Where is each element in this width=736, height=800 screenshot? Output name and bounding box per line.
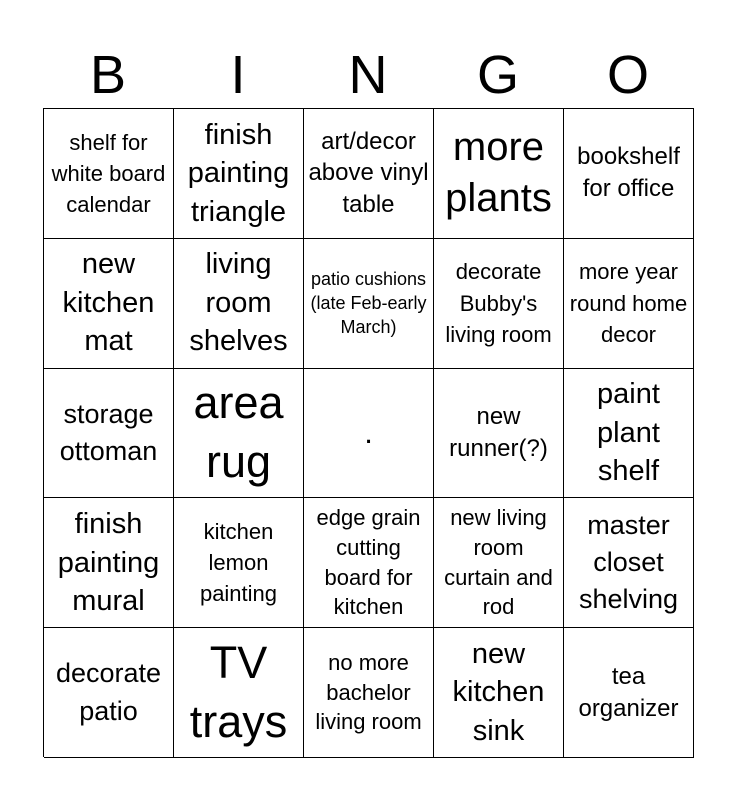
bingo-cell-r1c3[interactable]: [304, 109, 434, 239]
bingo-cell-r2c3[interactable]: [304, 239, 434, 369]
cell-text: more year round home decor: [569, 259, 688, 347]
cell-text: art/decor above vinyl table: [308, 127, 429, 219]
cell-text: finish painting mural: [57, 507, 160, 618]
bingo-cell-r5c1[interactable]: [44, 628, 174, 758]
bingo-cell-r3c2[interactable]: [174, 369, 304, 499]
bingo-cell-r4c1[interactable]: [44, 498, 174, 628]
bingo-cell-free[interactable]: [304, 369, 434, 499]
bingo-cell-r5c4[interactable]: [434, 628, 564, 758]
bingo-cell-r4c4[interactable]: [434, 498, 564, 628]
bingo-cell-r1c2[interactable]: [174, 109, 304, 239]
cell-text: bookshelf for office: [577, 143, 680, 203]
bingo-cell-r1c4[interactable]: [434, 109, 564, 239]
cell-text: area rug: [193, 377, 284, 487]
bingo-cell-r2c1[interactable]: [44, 239, 174, 369]
header-letter-n: N: [348, 45, 388, 105]
cell-text: kitchen lemon painting: [199, 518, 278, 607]
cell-text: TV trays: [189, 637, 288, 747]
cell-text: edge grain cutting board for kitchen: [316, 505, 421, 620]
bingo-cell-r4c3[interactable]: [304, 498, 434, 628]
bingo-board: [43, 108, 694, 757]
bingo-cell-r5c2[interactable]: [174, 628, 304, 758]
cell-text: decorate patio: [55, 658, 162, 726]
cell-text: storage ottoman: [59, 398, 158, 466]
cell-text: no more bachelor living room: [315, 650, 422, 735]
cell-text: shelf for white board calendar: [51, 129, 166, 218]
cell-text: tea organizer: [578, 662, 679, 722]
cell-text: patio cushions (late Feb-early March): [310, 268, 427, 338]
bingo-cell-r1c5[interactable]: [564, 109, 694, 239]
cell-text: decorate Bubby's living room: [445, 259, 552, 347]
header-letter-b: B: [89, 45, 127, 105]
bingo-cell-r4c5[interactable]: [564, 498, 694, 628]
cell-text: new kitchen mat: [62, 248, 155, 358]
bingo-cell-r2c5[interactable]: [564, 239, 694, 369]
bingo-cell-r3c4[interactable]: [434, 369, 564, 499]
bingo-cell-r1c1[interactable]: [44, 109, 174, 239]
bingo-cell-r2c4[interactable]: [434, 239, 564, 369]
header-letter-g: G: [476, 45, 519, 105]
cell-text: master closet shelving: [578, 509, 679, 615]
bingo-cell-r4c2[interactable]: [174, 498, 304, 628]
header-letter-i: I: [230, 45, 246, 105]
cell-text: new kitchen sink: [452, 637, 545, 747]
header-letter-o: O: [606, 45, 649, 105]
cell-text: paint plant shelf: [597, 378, 660, 488]
cell-text: new runner(?): [449, 403, 548, 462]
bingo-cell-r5c5[interactable]: [564, 628, 694, 758]
bingo-cell-r3c1[interactable]: [44, 369, 174, 499]
bingo-header: [43, 42, 693, 108]
bingo-cell-r2c2[interactable]: [174, 239, 304, 369]
cell-text: living room shelves: [189, 248, 288, 358]
cell-text: finish painting triangle: [187, 118, 290, 228]
cell-text: new living room curtain and rod: [444, 505, 553, 620]
bingo-cell-r3c5[interactable]: [564, 369, 694, 499]
bingo-cell-r5c3[interactable]: [304, 628, 434, 758]
cell-text: more plants: [445, 125, 552, 221]
cell-text: .: [364, 414, 373, 450]
